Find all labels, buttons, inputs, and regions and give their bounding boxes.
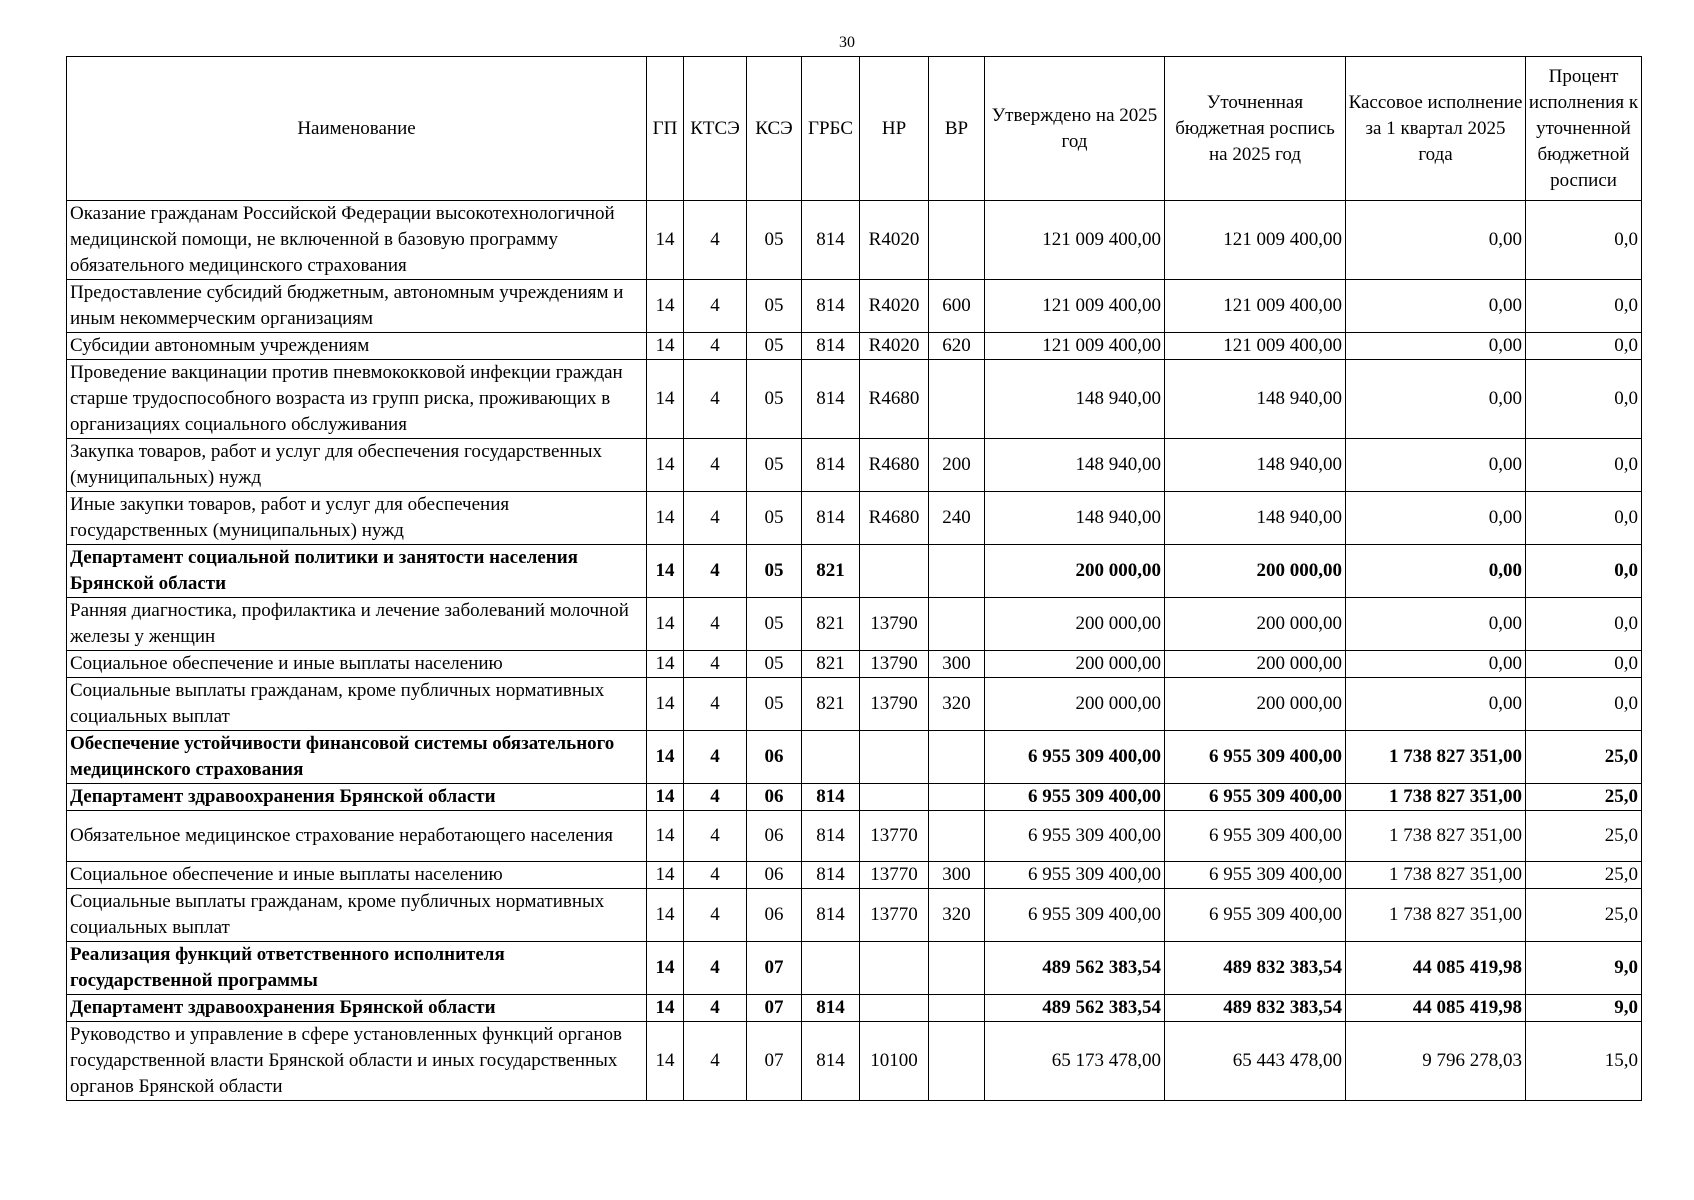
budget-execution-table <box>66 56 1642 1101</box>
table-row <box>67 333 1642 360</box>
cell-cash: 1 738 827 351,00 <box>1346 862 1526 889</box>
cell-percent: 0,0 <box>1526 651 1642 678</box>
cell-kse: 05 <box>747 333 802 360</box>
cell-gp: 14 <box>647 651 684 678</box>
table-row <box>67 889 1642 942</box>
cell-cash: 0,00 <box>1346 678 1526 731</box>
cell-cash: 1 738 827 351,00 <box>1346 784 1526 811</box>
cell-ktse: 4 <box>684 731 747 784</box>
cell-kse: 06 <box>747 889 802 942</box>
cell-gp: 14 <box>647 889 684 942</box>
cell-kse: 05 <box>747 280 802 333</box>
cell-np: 13790 <box>860 651 929 678</box>
cell-ktse: 4 <box>684 360 747 439</box>
cell-percent: 25,0 <box>1526 784 1642 811</box>
cell-approved: 6 955 309 400,00 <box>985 731 1165 784</box>
table-row <box>67 280 1642 333</box>
cell-cash: 1 738 827 351,00 <box>1346 731 1526 784</box>
cell-name: Департамент здравоохранения Брянской области <box>67 995 647 1022</box>
cell-kse: 05 <box>747 360 802 439</box>
cell-grbs: 821 <box>802 545 860 598</box>
cell-ktse: 4 <box>684 651 747 678</box>
cell-approved: 121 009 400,00 <box>985 280 1165 333</box>
cell-name: Реализация функций ответственного исполнителя государственной программы <box>67 942 647 995</box>
cell-np <box>860 731 929 784</box>
cell-gp: 14 <box>647 678 684 731</box>
cell-gp: 14 <box>647 811 684 862</box>
cell-approved: 489 562 383,54 <box>985 995 1165 1022</box>
cell-grbs: 821 <box>802 651 860 678</box>
cell-percent: 25,0 <box>1526 889 1642 942</box>
cell-ktse: 4 <box>684 598 747 651</box>
table-header-row <box>67 57 1642 201</box>
cell-cash: 0,00 <box>1346 598 1526 651</box>
cell-percent: 0,0 <box>1526 333 1642 360</box>
cell-grbs: 814 <box>802 784 860 811</box>
header-ktse: КТСЭ <box>684 57 747 201</box>
cell-cash: 0,00 <box>1346 651 1526 678</box>
cell-ktse: 4 <box>684 862 747 889</box>
cell-kse: 07 <box>747 1022 802 1101</box>
cell-name: Ранняя диагностика, профилактика и лечение заболеваний молочной железы у женщин <box>67 598 647 651</box>
cell-grbs: 814 <box>802 995 860 1022</box>
cell-approved: 200 000,00 <box>985 651 1165 678</box>
cell-kse: 06 <box>747 811 802 862</box>
cell-kse: 05 <box>747 678 802 731</box>
table-row <box>67 678 1642 731</box>
cell-gp: 14 <box>647 280 684 333</box>
cell-cash: 0,00 <box>1346 439 1526 492</box>
cell-np: 10100 <box>860 1022 929 1101</box>
cell-refined: 200 000,00 <box>1165 545 1346 598</box>
cell-approved: 121 009 400,00 <box>985 201 1165 280</box>
cell-approved: 148 940,00 <box>985 439 1165 492</box>
cell-vr: 300 <box>929 862 985 889</box>
cell-name: Закупка товаров, работ и услуг для обеспечения государственных (муниципальных) нужд <box>67 439 647 492</box>
cell-vr: 600 <box>929 280 985 333</box>
cell-refined: 489 832 383,54 <box>1165 995 1346 1022</box>
cell-kse: 05 <box>747 545 802 598</box>
cell-gp: 14 <box>647 731 684 784</box>
cell-approved: 6 955 309 400,00 <box>985 811 1165 862</box>
cell-gp: 14 <box>647 1022 684 1101</box>
cell-gp: 14 <box>647 201 684 280</box>
cell-refined: 148 940,00 <box>1165 492 1346 545</box>
table-row <box>67 439 1642 492</box>
cell-cash: 9 796 278,03 <box>1346 1022 1526 1101</box>
cell-grbs: 814 <box>802 439 860 492</box>
page-number: 30 <box>839 34 855 51</box>
cell-vr: 200 <box>929 439 985 492</box>
table-body <box>67 201 1642 1101</box>
cell-refined: 6 955 309 400,00 <box>1165 731 1346 784</box>
cell-name: Департамент социальной политики и занятости населения Брянской области <box>67 545 647 598</box>
header-kse: КСЭ <box>747 57 802 201</box>
cell-name: Предоставление субсидий бюджетным, автономным учреждениям и иным некоммерческим организациям <box>67 280 647 333</box>
cell-percent: 9,0 <box>1526 942 1642 995</box>
cell-approved: 121 009 400,00 <box>985 333 1165 360</box>
cell-cash: 1 738 827 351,00 <box>1346 811 1526 862</box>
cell-vr <box>929 360 985 439</box>
cell-refined: 6 955 309 400,00 <box>1165 889 1346 942</box>
cell-percent: 15,0 <box>1526 1022 1642 1101</box>
table-row <box>67 731 1642 784</box>
cell-percent: 0,0 <box>1526 360 1642 439</box>
cell-refined: 200 000,00 <box>1165 598 1346 651</box>
cell-name: Иные закупки товаров, работ и услуг для обеспечения государственных (муниципальных) нужд <box>67 492 647 545</box>
table-row <box>67 360 1642 439</box>
cell-np <box>860 784 929 811</box>
cell-vr: 320 <box>929 678 985 731</box>
header-cash: Кассовое исполнение за 1 квартал 2025 года <box>1346 57 1526 201</box>
cell-refined: 65 443 478,00 <box>1165 1022 1346 1101</box>
header-vr: ВР <box>929 57 985 201</box>
cell-name: Руководство и управление в сфере установленных функций органов государственной власти Брянской области и иных государственных органов Брянской области <box>67 1022 647 1101</box>
cell-cash: 0,00 <box>1346 360 1526 439</box>
cell-percent: 9,0 <box>1526 995 1642 1022</box>
table-row <box>67 598 1642 651</box>
cell-np: R4020 <box>860 280 929 333</box>
cell-kse: 06 <box>747 862 802 889</box>
cell-refined: 200 000,00 <box>1165 651 1346 678</box>
cell-refined: 6 955 309 400,00 <box>1165 784 1346 811</box>
cell-ktse: 4 <box>684 784 747 811</box>
cell-name: Департамент здравоохранения Брянской области <box>67 784 647 811</box>
cell-grbs: 814 <box>802 862 860 889</box>
cell-percent: 0,0 <box>1526 678 1642 731</box>
cell-vr <box>929 545 985 598</box>
cell-approved: 148 940,00 <box>985 360 1165 439</box>
table-row <box>67 545 1642 598</box>
cell-np: 13770 <box>860 889 929 942</box>
cell-np: 13770 <box>860 862 929 889</box>
cell-refined: 489 832 383,54 <box>1165 942 1346 995</box>
cell-refined: 6 955 309 400,00 <box>1165 811 1346 862</box>
table-row <box>67 811 1642 862</box>
table-row <box>67 784 1642 811</box>
cell-name: Социальное обеспечение и иные выплаты населению <box>67 651 647 678</box>
cell-ktse: 4 <box>684 889 747 942</box>
table-row <box>67 492 1642 545</box>
cell-gp: 14 <box>647 333 684 360</box>
cell-percent: 0,0 <box>1526 439 1642 492</box>
cell-name: Обеспечение устойчивости финансовой системы обязательного медицинского страхования <box>67 731 647 784</box>
cell-refined: 121 009 400,00 <box>1165 201 1346 280</box>
cell-gp: 14 <box>647 995 684 1022</box>
cell-grbs: 814 <box>802 492 860 545</box>
cell-cash: 0,00 <box>1346 492 1526 545</box>
cell-grbs: 814 <box>802 1022 860 1101</box>
cell-vr <box>929 1022 985 1101</box>
cell-refined: 148 940,00 <box>1165 439 1346 492</box>
header-gp: ГП <box>647 57 684 201</box>
cell-cash: 0,00 <box>1346 545 1526 598</box>
cell-cash: 0,00 <box>1346 280 1526 333</box>
cell-vr <box>929 201 985 280</box>
cell-kse: 05 <box>747 651 802 678</box>
cell-cash: 44 085 419,98 <box>1346 995 1526 1022</box>
cell-grbs: 814 <box>802 201 860 280</box>
cell-gp: 14 <box>647 439 684 492</box>
cell-approved: 6 955 309 400,00 <box>985 862 1165 889</box>
cell-approved: 148 940,00 <box>985 492 1165 545</box>
header-refined: Уточненная бюджетная роспись на 2025 год <box>1165 57 1346 201</box>
cell-approved: 200 000,00 <box>985 678 1165 731</box>
cell-percent: 0,0 <box>1526 201 1642 280</box>
cell-ktse: 4 <box>684 942 747 995</box>
cell-percent: 0,0 <box>1526 598 1642 651</box>
header-grbs: ГРБС <box>802 57 860 201</box>
table-row <box>67 651 1642 678</box>
cell-gp: 14 <box>647 942 684 995</box>
cell-refined: 6 955 309 400,00 <box>1165 862 1346 889</box>
cell-name: Обязательное медицинское страхование неработающего населения <box>67 811 647 862</box>
cell-kse: 07 <box>747 995 802 1022</box>
cell-kse: 05 <box>747 439 802 492</box>
cell-vr <box>929 811 985 862</box>
cell-approved: 489 562 383,54 <box>985 942 1165 995</box>
cell-vr: 320 <box>929 889 985 942</box>
cell-grbs: 814 <box>802 280 860 333</box>
cell-grbs: 814 <box>802 360 860 439</box>
header-name: Наименование <box>67 57 647 201</box>
cell-np: R4020 <box>860 333 929 360</box>
cell-ktse: 4 <box>684 545 747 598</box>
cell-cash: 44 085 419,98 <box>1346 942 1526 995</box>
cell-percent: 0,0 <box>1526 545 1642 598</box>
cell-vr: 620 <box>929 333 985 360</box>
cell-np: 13790 <box>860 598 929 651</box>
cell-vr <box>929 731 985 784</box>
cell-vr <box>929 995 985 1022</box>
cell-cash: 0,00 <box>1346 201 1526 280</box>
cell-kse: 06 <box>747 731 802 784</box>
cell-percent: 25,0 <box>1526 731 1642 784</box>
cell-np <box>860 942 929 995</box>
cell-np: R4680 <box>860 439 929 492</box>
cell-np: 13790 <box>860 678 929 731</box>
cell-np <box>860 995 929 1022</box>
cell-vr: 240 <box>929 492 985 545</box>
cell-approved: 65 173 478,00 <box>985 1022 1165 1101</box>
cell-refined: 121 009 400,00 <box>1165 280 1346 333</box>
table-row <box>67 1022 1642 1101</box>
table-row <box>67 862 1642 889</box>
cell-gp: 14 <box>647 784 684 811</box>
cell-cash: 1 738 827 351,00 <box>1346 889 1526 942</box>
cell-grbs <box>802 731 860 784</box>
cell-name: Социальные выплаты гражданам, кроме публичных нормативных социальных выплат <box>67 678 647 731</box>
cell-gp: 14 <box>647 360 684 439</box>
cell-ktse: 4 <box>684 678 747 731</box>
header-percent: Процент исполнения к уточненной бюджетной росписи <box>1526 57 1642 201</box>
cell-grbs: 821 <box>802 598 860 651</box>
cell-ktse: 4 <box>684 280 747 333</box>
cell-grbs: 814 <box>802 811 860 862</box>
cell-vr: 300 <box>929 651 985 678</box>
cell-percent: 25,0 <box>1526 862 1642 889</box>
cell-gp: 14 <box>647 598 684 651</box>
cell-vr <box>929 598 985 651</box>
cell-grbs: 814 <box>802 889 860 942</box>
header-np: НР <box>860 57 929 201</box>
cell-ktse: 4 <box>684 439 747 492</box>
cell-gp: 14 <box>647 545 684 598</box>
cell-np <box>860 545 929 598</box>
cell-gp: 14 <box>647 862 684 889</box>
cell-cash: 0,00 <box>1346 333 1526 360</box>
cell-name: Субсидии автономным учреждениям <box>67 333 647 360</box>
cell-grbs: 821 <box>802 678 860 731</box>
cell-refined: 200 000,00 <box>1165 678 1346 731</box>
cell-ktse: 4 <box>684 1022 747 1101</box>
table-row <box>67 942 1642 995</box>
cell-approved: 200 000,00 <box>985 598 1165 651</box>
cell-name: Социальные выплаты гражданам, кроме публичных нормативных социальных выплат <box>67 889 647 942</box>
cell-ktse: 4 <box>684 811 747 862</box>
cell-name: Оказание гражданам Российской Федерации высокотехнологичной медицинской помощи, не включенной в базовую программу обязательного медицинского страхования <box>67 201 647 280</box>
cell-refined: 148 940,00 <box>1165 360 1346 439</box>
cell-vr <box>929 942 985 995</box>
cell-gp: 14 <box>647 492 684 545</box>
cell-ktse: 4 <box>684 492 747 545</box>
cell-approved: 6 955 309 400,00 <box>985 889 1165 942</box>
table-row <box>67 995 1642 1022</box>
cell-percent: 0,0 <box>1526 492 1642 545</box>
cell-approved: 6 955 309 400,00 <box>985 784 1165 811</box>
cell-kse: 07 <box>747 942 802 995</box>
cell-approved: 200 000,00 <box>985 545 1165 598</box>
cell-grbs <box>802 942 860 995</box>
header-approved: Утверждено на 2025 год <box>985 57 1165 201</box>
cell-ktse: 4 <box>684 201 747 280</box>
cell-kse: 05 <box>747 201 802 280</box>
cell-np: R4680 <box>860 360 929 439</box>
cell-kse: 06 <box>747 784 802 811</box>
cell-kse: 05 <box>747 598 802 651</box>
cell-percent: 25,0 <box>1526 811 1642 862</box>
table-row <box>67 201 1642 280</box>
cell-refined: 121 009 400,00 <box>1165 333 1346 360</box>
cell-kse: 05 <box>747 492 802 545</box>
cell-percent: 0,0 <box>1526 280 1642 333</box>
cell-np: R4020 <box>860 201 929 280</box>
cell-name: Социальное обеспечение и иные выплаты населению <box>67 862 647 889</box>
cell-vr <box>929 784 985 811</box>
cell-ktse: 4 <box>684 995 747 1022</box>
cell-name: Проведение вакцинации против пневмококковой инфекции граждан старше трудоспособного возраста из групп риска, проживающих в организациях социального обслуживания <box>67 360 647 439</box>
cell-grbs: 814 <box>802 333 860 360</box>
cell-ktse: 4 <box>684 333 747 360</box>
cell-np: R4680 <box>860 492 929 545</box>
cell-np: 13770 <box>860 811 929 862</box>
